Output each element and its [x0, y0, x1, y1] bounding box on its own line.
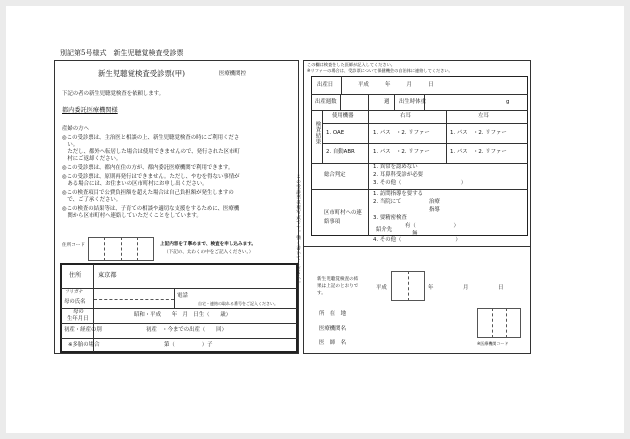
clinic-code-label: ※医療機関コード — [477, 341, 509, 346]
address-prefix: 東京都 — [98, 272, 117, 279]
copy-label: 医療機関控 — [219, 71, 246, 77]
note-line: 関から区市町村へ連絡していただくことをしています。 — [62, 213, 202, 219]
note-line: 村にご返却ください。 — [62, 156, 122, 162]
date-month-label: 月 — [463, 285, 469, 291]
contact-option-3[interactable]: 3. 要精密検査 — [373, 215, 407, 221]
note-line: ◎この検査項目で公費負担額を超えた場合は自己負担額が発生しますの — [62, 190, 234, 196]
date-era: 平成 — [376, 285, 387, 291]
contact-option-2[interactable]: 2. 当院にて — [373, 199, 402, 205]
mother-birth-label: 母の — [73, 309, 84, 315]
date-note-2: 果は上記のとおりで — [317, 284, 359, 289]
referral-label: 紹介先 — [376, 227, 393, 233]
doctor-name-label: 医 師 名 — [319, 340, 346, 346]
birth-date-value[interactable]: 平成 年 月 日 — [358, 82, 434, 88]
mother-name-input[interactable] — [96, 290, 172, 307]
weight-unit: g — [506, 99, 510, 105]
note-line: ◎この受診票は、原則再発行はできません。ただし、やむを得ない事情が — [62, 174, 240, 180]
referral-yes[interactable]: 有（ ） — [405, 223, 459, 229]
pregnancy-value[interactable]: 初産 ・今までの出産（ 回） — [146, 327, 227, 333]
top-note-1: この欄は検査をした医師が記入してください。 — [307, 62, 395, 67]
date-year-label: 年 — [428, 285, 434, 291]
note-line: ◎この検査の結果等は、子育ての相談や適切な支援をするために、医療機 — [62, 206, 240, 212]
location-code-label: 住所コード — [62, 243, 85, 248]
clinic-address-label: 所 在 地 — [319, 311, 346, 317]
date-note-1: 新生児聴覚検査の結 — [317, 277, 359, 282]
fill-instruction-sub: （下記の、太わくの中をご記入ください。） — [164, 250, 254, 255]
clinic-code-box[interactable] — [477, 308, 521, 338]
test-result-label: 検査結果 — [314, 121, 321, 145]
birth-options[interactable]: 昭和・平成 年 月 日生（ 歳） — [134, 312, 232, 318]
overall-option-1[interactable]: 1. 異常を認めない — [373, 164, 418, 170]
multiple-label: ※多胎の場合 — [68, 342, 100, 348]
request-line: 下記の者の新生児聴覚検査を依頼します。 — [62, 91, 164, 97]
contact-treatment[interactable]: 治療 — [429, 199, 440, 205]
mother-name-label: 母の氏名 — [64, 299, 86, 305]
form-title: 新生児聴覚検査受診票(甲) — [98, 69, 186, 78]
notes-heading: 産婦の方へ — [62, 126, 89, 132]
address-input[interactable] — [126, 266, 294, 286]
weight-label: 出生時体重 — [399, 99, 426, 105]
weeks-label: 出産週数 — [315, 99, 337, 105]
clinic-name-label: 医療機関名 — [319, 326, 346, 332]
contact-option-4[interactable]: 4. その他（ ） — [373, 237, 461, 243]
phone-note: 自宅・連絡の取れる番号をご記入ください。 — [198, 301, 278, 306]
left-ear-abr-result[interactable]: 1. パス ・2. リファー — [450, 149, 507, 155]
phone-input[interactable] — [196, 290, 294, 300]
left-ear-header: 左耳 — [478, 113, 489, 119]
contact-option-1[interactable]: 1. 訪問指導を要する — [373, 191, 423, 197]
note-line: ただし、都外へ転居した場合は使用できませんので、発行された区市町 — [62, 149, 240, 155]
form-page — [6, 6, 624, 433]
form-label: 別記第5号様式 新生児聴覚検査受診票 — [60, 49, 184, 57]
phone-label: 電話 — [177, 293, 188, 299]
clinic-name-input[interactable] — [356, 323, 476, 335]
method-header: 使用機器 — [332, 113, 354, 119]
date-note-3: す。 — [317, 291, 326, 296]
fill-instruction: 上記内容をＴ寧めまで、検査を申し込みます。 — [160, 242, 257, 247]
contact-label: 区市町村への連絡事項 — [324, 210, 362, 225]
address-label: 住所 — [69, 272, 82, 279]
overall-option-2[interactable]: 2. 耳鼻科受診が必要 — [373, 172, 423, 178]
date-day-label: 日 — [498, 285, 504, 291]
left-ear-oae-result[interactable]: 1. パス ・2. リファー — [450, 130, 507, 136]
multiple-value[interactable]: 第（ ）子 — [164, 342, 213, 348]
note-line: い。 — [62, 142, 79, 148]
overall-option-3[interactable]: 3. その他（ ） — [373, 180, 467, 186]
note-line: で、ご了承ください。 — [62, 197, 122, 203]
note-line: ◎この受診票は、都内在住の方が、都内委託医療機関で利用できます。 — [62, 165, 234, 171]
right-ear-oae-result[interactable]: 1. パス ・2. リファー — [373, 130, 430, 136]
right-ear-abr-result[interactable]: 1. パス ・2. リファー — [373, 149, 430, 155]
weeks-unit: 週 — [384, 99, 390, 105]
right-ear-header: 右耳 — [400, 113, 411, 119]
issuer: 都内委託医療機関様 — [62, 107, 118, 114]
referral-no[interactable]: 無 — [412, 231, 418, 237]
contact-guidance[interactable]: 指導 — [429, 207, 440, 213]
pregnancy-label: 初産・経産の別 — [64, 327, 102, 333]
note-line: ◎この受診票は、主治医と相談の上、新生児聴覚検査の時にご利用くださ — [62, 135, 240, 141]
mother-birth-label-2: 生年月日 — [67, 316, 89, 322]
side-note: この受診票は複写式です。強く書いてください。 — [295, 174, 301, 287]
clinic-address-input[interactable] — [356, 308, 476, 320]
method-oae: 1. OAE — [326, 130, 345, 136]
furigana-label: フリガナ — [65, 290, 84, 295]
top-note-2: ※リファーの場合は、受診票について保健機会の自治体に連絡してください。 — [307, 68, 453, 73]
note-line: ある場合には、お住まいの区市町村にお申し出ください。 — [62, 181, 208, 187]
overall-label: 総合判定 — [324, 172, 346, 178]
birth-date-label: 出産日 — [317, 82, 334, 88]
method-abr: 2. 自動ABR — [326, 149, 355, 155]
doctor-name-input[interactable] — [356, 337, 476, 349]
